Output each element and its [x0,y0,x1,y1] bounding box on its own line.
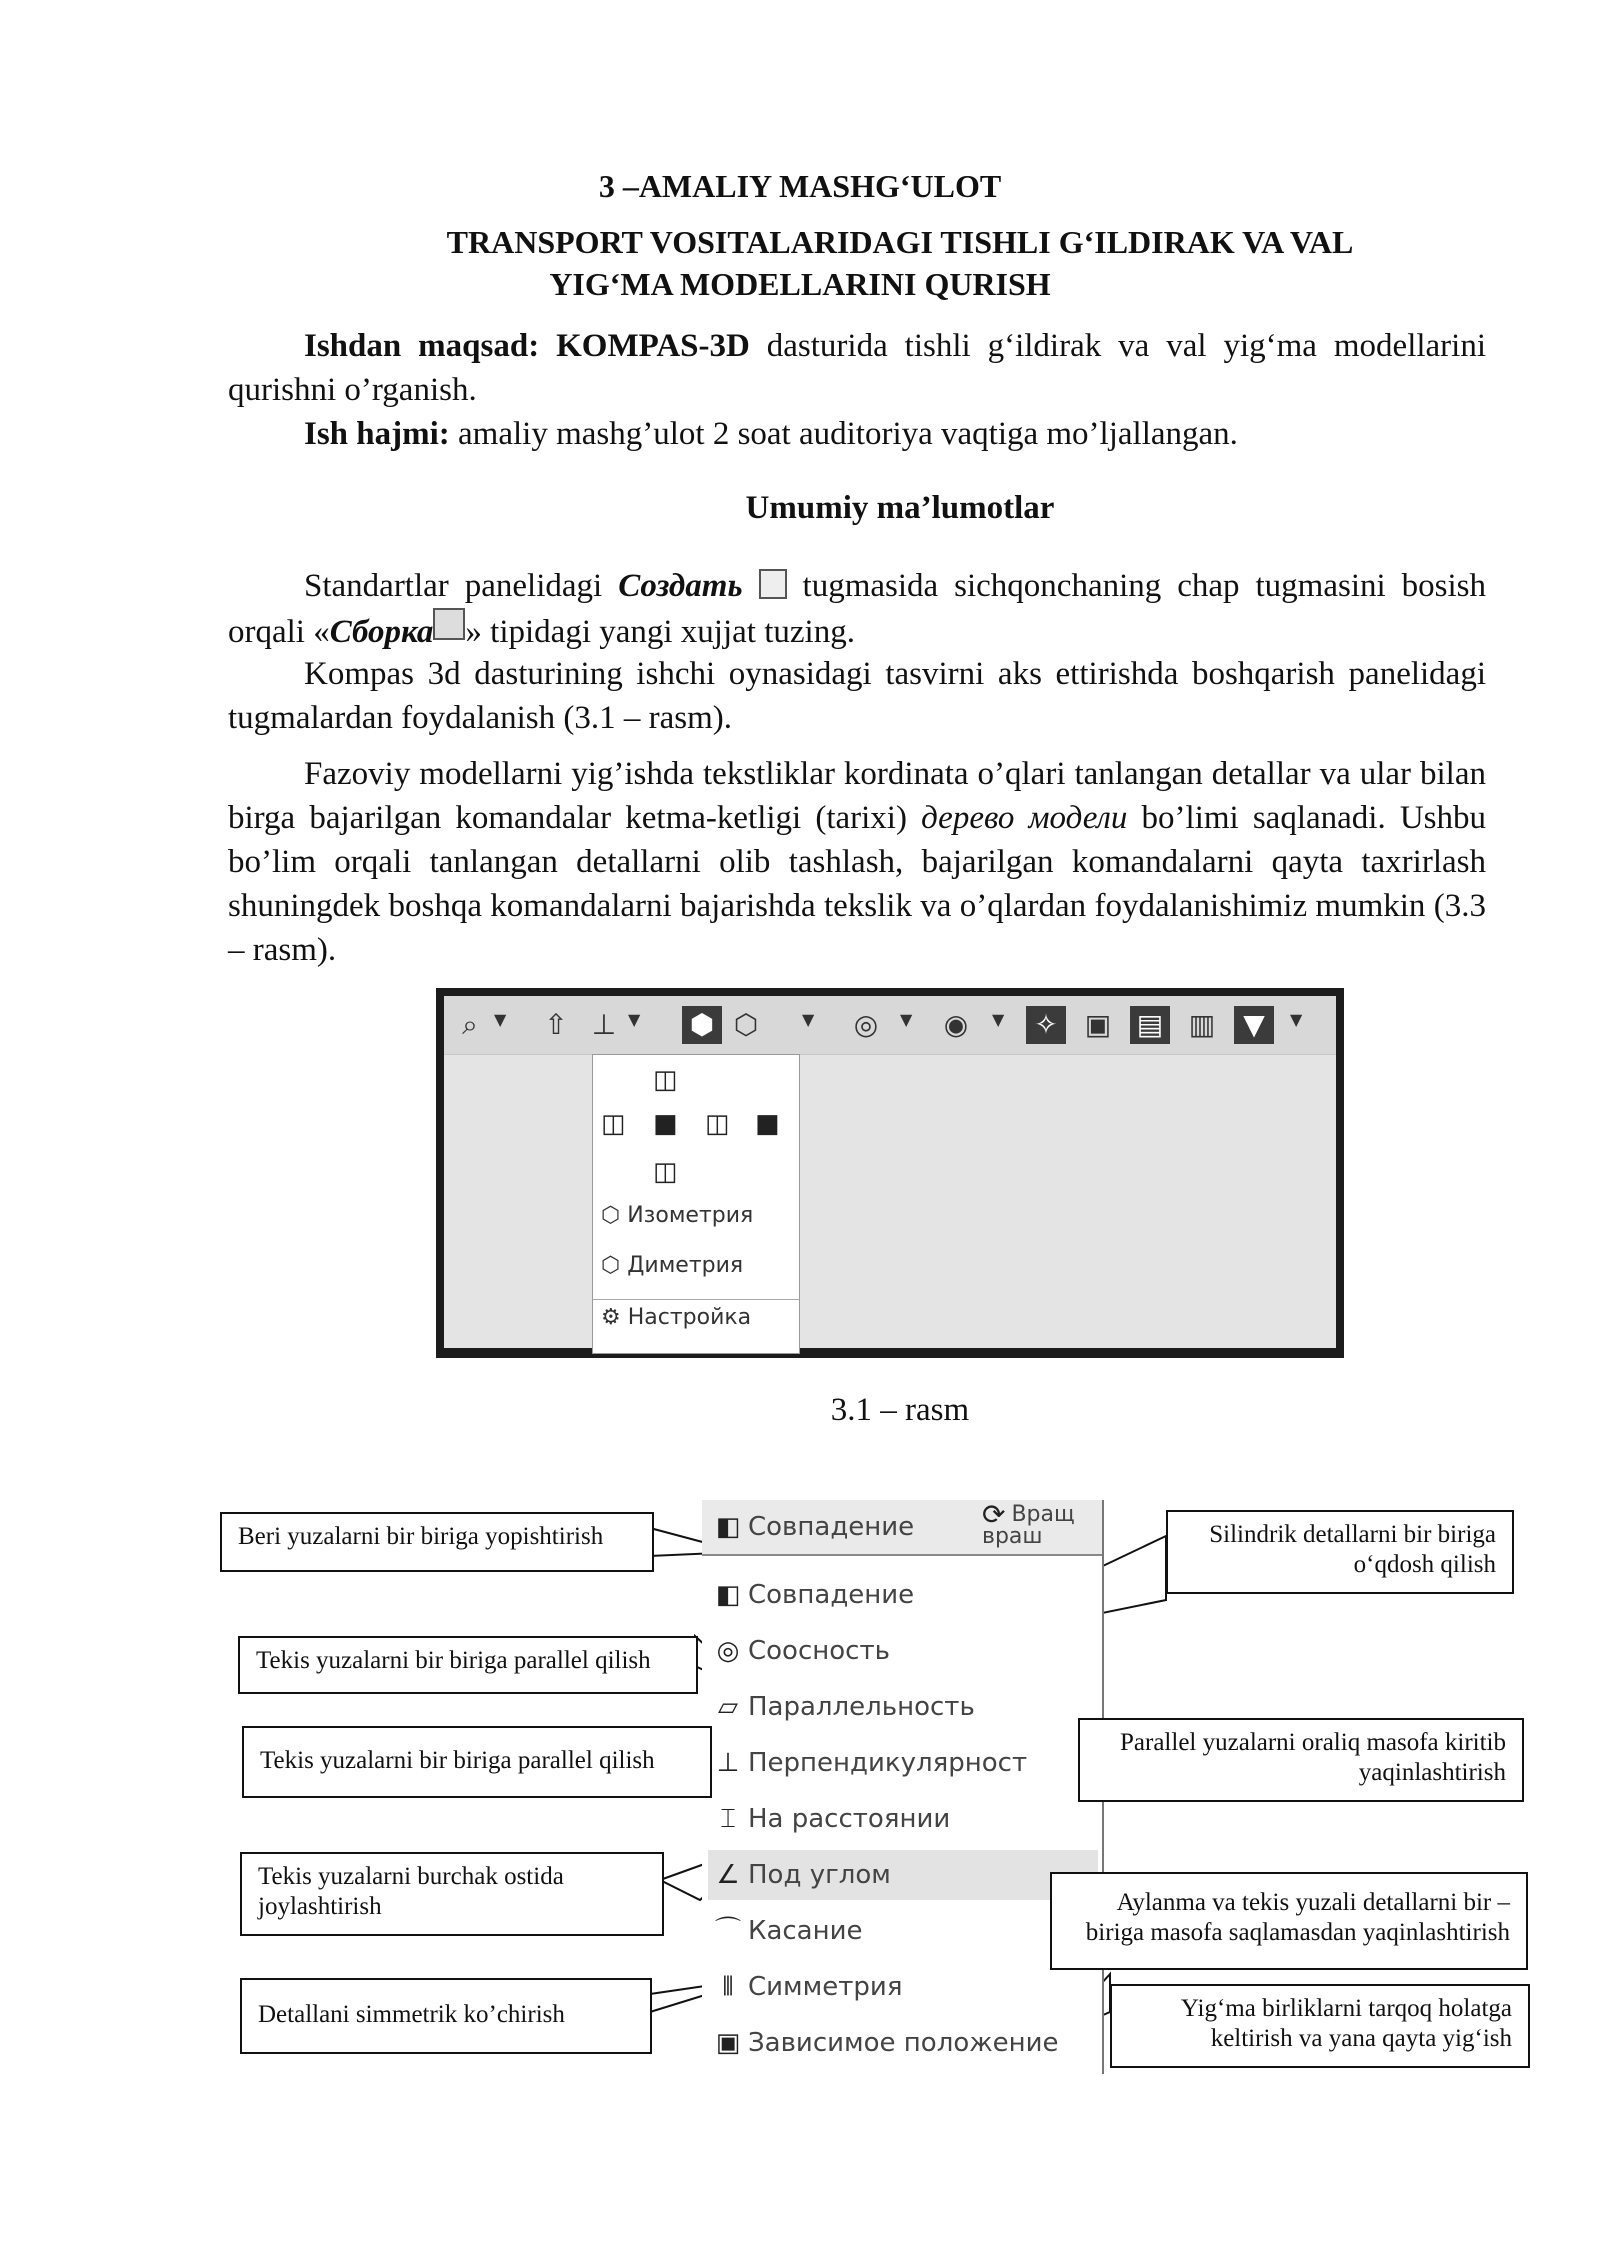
dimetry-label: Диметрия [627,1253,744,1278]
mate-symmetry[interactable] [708,1962,1098,2012]
p3-text-c: bo’limi saqlanadi. Ushbu bo’lim orqali tanlangan detallarni olib tashlash, bajarilgan komandalarni qayta taxrirlash shuningdek boshqa komandalarni bajarishda tekslik va o’qlardan foydalanishimiz mumkin (3.3 – rasm). [228,800,1486,968]
isometry-icon: ⬡ [601,1203,621,1228]
p1-text-c: tugmasida sichqonchaning chap tugmasini bosish orqali « [228,568,1487,650]
callout-dependent-position: Yig‘ma birliklarni tarqoq holatga keltirish va yana qayta yig‘ish [1110,1984,1530,2068]
goal-label: Ishdan maqsad: [304,328,540,364]
cube-view-front-icon[interactable]: ■ [653,1109,678,1139]
mate-tangent[interactable] [708,1906,1098,1956]
symmetry-icon: ⫴ [722,1972,734,2002]
camera-icon[interactable]: ◉ [943,1008,969,1041]
layout-icon[interactable]: ▣ [1084,1008,1112,1041]
volume-text: amaliy mashg’ulot 2 soat auditoriya vaqtiga mo’ljallangan. [449,416,1238,452]
header-rotation-line1: Вращ [1011,1502,1075,1527]
mate-label: Симметрия [748,1972,903,2002]
chevron-down-icon[interactable]: ▼ [1290,1010,1303,1029]
components-icon[interactable]: ▤ [1130,1006,1170,1044]
mate-perpendicular[interactable] [708,1738,1098,1788]
display-icon[interactable]: ▥ [1188,1008,1216,1041]
dependent-position-icon: ▣ [715,2028,741,2058]
filter-icon[interactable]: ▼ [1234,1006,1274,1044]
model-tree-term: дерево модели [921,800,1128,836]
mate-label: Соосность [748,1636,890,1666]
p1-text-e: » tipidagi yangi xujjat tuzing. [465,614,855,650]
p1-text-a: Standartlar panelidagi [304,568,619,604]
mate-label: Перпендикулярност [748,1748,1028,1778]
callout-coincidence: Beri yuzalarni bir biriga yopishtirish [220,1512,654,1572]
chevron-down-icon[interactable]: ▼ [992,1010,1005,1029]
mates-menu-header [702,1500,1102,1556]
callout-symmetry: Detallani simmetrik ko’chirish [240,1978,652,2054]
cube-view-left-icon[interactable]: ◫ [601,1109,626,1139]
header-coincidence-label: Совпадение [748,1512,915,1542]
coincidence-icon: ◧ [715,1580,741,1610]
wireframe-cube-icon[interactable]: ⬡ [733,1008,759,1041]
dimetry-icon: ⬡ [601,1253,621,1278]
p3-text-a: Fazoviy modellarni yig’ishda tekstliklar kordinata o’qlari tanlangan detallar va ular bilan birga bajarilgan komandalar ketma-ketligi (tarixi) [228,756,1486,836]
chevron-down-icon[interactable]: ▼ [802,1010,815,1029]
volume-label: Ish hajmi: [304,416,450,452]
mate-parallel[interactable] [708,1682,1098,1732]
settings-label: Настройка [627,1305,752,1330]
chevron-down-icon[interactable]: ▼ [628,1010,641,1029]
orientation-icon[interactable]: ⊥ [591,1008,617,1041]
header-rotation-line2: враш [982,1524,1043,1549]
sections-icon[interactable]: ✧ [1026,1006,1066,1044]
mate-label: Совпадение [748,1580,915,1610]
mate-coincidence[interactable] [708,1570,1098,1620]
isometry-label: Изометрия [627,1203,754,1228]
zoom-icon[interactable]: ⌕ [462,1008,478,1041]
mate-label: Касание [748,1916,863,1946]
mate-label: Зависимое положение [748,2028,1059,2058]
distance-icon: ⌶ [720,1804,736,1834]
main-title-line2: YIG‘MA MODELLARINI QURISH [549,266,1051,302]
main-title-line1: TRANSPORT VOSITALARIDAGI TISHLI G‘ILDIRAK VA VAL [446,224,1354,260]
header-coincidence-button[interactable] [708,1502,968,1552]
rotation-icon: ⟳ [982,1498,1006,1531]
section-title: Umumiy ma’lumotlar [745,490,1055,526]
paragraph-window: Kompas 3d dasturining ishchi oynasidagi tasvirni aks ettirishda boshqarish panelidagi tugmalardan foydalanish (3.1 – rasm). [228,656,1486,736]
cube-view-back-icon[interactable]: ■ [755,1109,780,1139]
coincidence-icon: ◧ [715,1512,741,1542]
mate-dependent-position[interactable] [708,2018,1098,2068]
mate-label: На расстоянии [748,1804,951,1834]
mate-concentric[interactable] [708,1626,1098,1676]
mate-label: Под углом [748,1860,891,1890]
concentric-icon: ◎ [716,1636,740,1666]
angle-icon: ∠ [716,1860,740,1890]
callout-perpendicular: Tekis yuzalarni bir biriga parallel qilish [242,1726,712,1798]
cube-view-bottom-icon[interactable]: ◫ [653,1157,678,1187]
pan-icon[interactable]: ⇧ [544,1008,568,1041]
mate-angle[interactable] [708,1850,1098,1900]
chevron-down-icon[interactable]: ▼ [900,1010,913,1029]
chevron-down-icon[interactable]: ▼ [494,1010,507,1029]
create-command: Создать [618,568,743,604]
mate-distance[interactable] [708,1794,1098,1844]
callout-tangent: Aylanma va tekis yuzali detallarni bir – biriga masofa saqlamasdan yaqinlashtirish [1050,1872,1528,1970]
callout-distance: Parallel yuzalarni oraliq masofa kiritib yaqinlashtirish [1078,1718,1524,1802]
callout-concentric: Silindrik detallarni bir biriga o‘qdosh qilish [1166,1510,1514,1594]
callout-angle: Tekis yuzalarni burchak ostida joylashtirish [240,1852,664,1936]
cube-view-top-icon[interactable]: ◫ [653,1065,678,1095]
goal-text: dasturida tishli g‘ildirak va val yig‘ma modellarini qurishni o’rganish. [228,328,1487,408]
mates-menu-panel [702,1500,1104,2074]
parallel-icon: ▱ [718,1692,738,1722]
exercise-number-title: 3 –AMALIY MASHG‘ULOT [598,168,1002,204]
program-name: KOMPAS-3D [556,328,750,364]
figure1-caption: 3.1 – rasm [830,1392,970,1428]
gear-icon: ⚙ [601,1305,621,1330]
mate-label: Параллельность [748,1692,975,1722]
tangent-icon: ⌒ [714,1916,741,1946]
assembly-type: Сборка [329,614,434,650]
hide-icon[interactable]: ◎ [853,1008,879,1041]
header-rotation-button[interactable] [982,1498,1098,1549]
callout-parallel: Tekis yuzalarni bir biriga parallel qilish [238,1636,698,1694]
shaded-cube-icon[interactable]: ⬢ [682,1006,722,1044]
cube-view-right-icon[interactable]: ◫ [705,1109,730,1139]
perpendicular-icon: ⊥ [716,1748,740,1778]
